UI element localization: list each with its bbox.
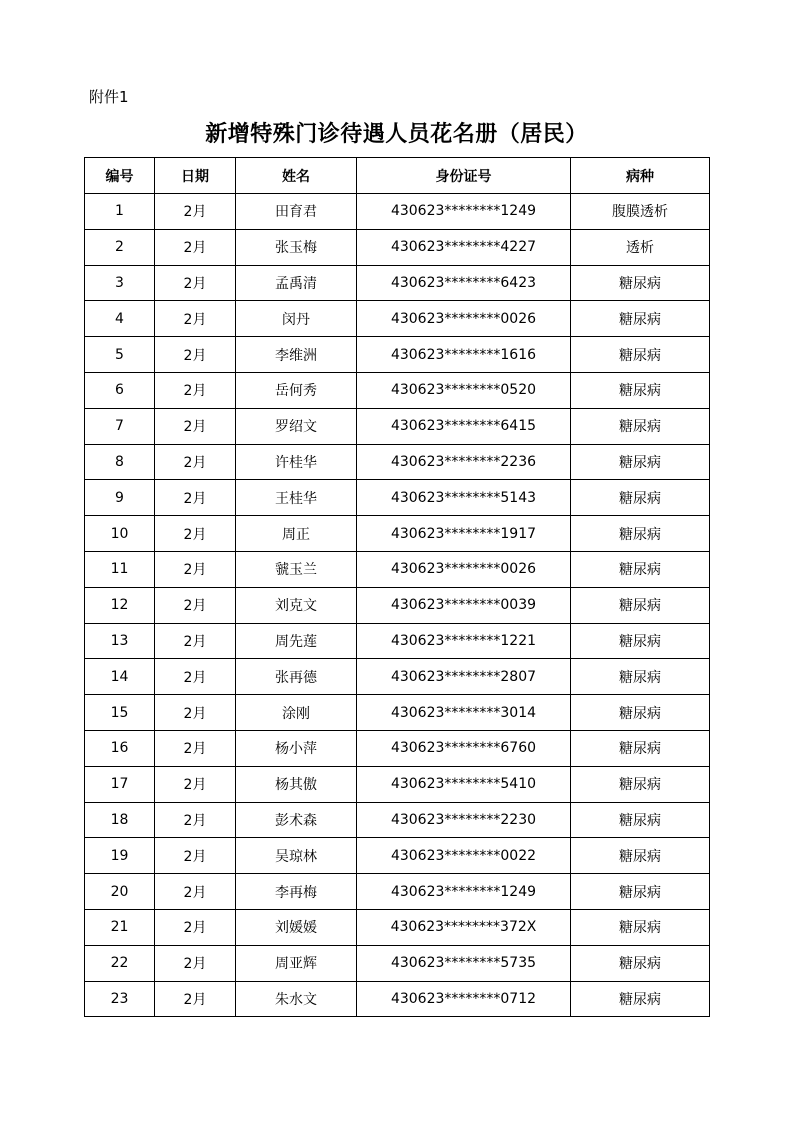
table-row bbox=[85, 695, 710, 731]
cell-disease: 糖尿病 bbox=[571, 444, 710, 480]
cell-disease: 糖尿病 bbox=[571, 838, 710, 874]
roster-table bbox=[84, 157, 710, 1017]
table-row bbox=[85, 874, 710, 910]
cell-number: 11 bbox=[85, 551, 155, 587]
table-row bbox=[85, 480, 710, 516]
cell-date: 2月 bbox=[155, 551, 236, 587]
cell-name: 刘克文 bbox=[236, 587, 357, 623]
table-row bbox=[85, 587, 710, 623]
cell-number: 19 bbox=[85, 838, 155, 874]
table-row bbox=[85, 730, 710, 766]
cell-disease: 糖尿病 bbox=[571, 587, 710, 623]
cell-date: 2月 bbox=[155, 802, 236, 838]
cell-name: 刘媛媛 bbox=[236, 909, 357, 945]
cell-id-number: 430623********0026 bbox=[357, 551, 571, 587]
cell-number: 10 bbox=[85, 516, 155, 552]
cell-id-number: 430623********0712 bbox=[357, 981, 571, 1017]
cell-id-number: 430623********1249 bbox=[357, 874, 571, 910]
roster-body bbox=[85, 194, 710, 1017]
cell-date: 2月 bbox=[155, 909, 236, 945]
cell-date: 2月 bbox=[155, 730, 236, 766]
cell-name: 周亚辉 bbox=[236, 945, 357, 981]
cell-name: 彭术森 bbox=[236, 802, 357, 838]
cell-disease: 糖尿病 bbox=[571, 623, 710, 659]
cell-number: 18 bbox=[85, 802, 155, 838]
cell-id-number: 430623********1221 bbox=[357, 623, 571, 659]
column-header-number: 编号 bbox=[85, 158, 155, 194]
attachment-label: 附件1 bbox=[89, 88, 129, 106]
cell-id-number: 430623********2230 bbox=[357, 802, 571, 838]
table-row bbox=[85, 909, 710, 945]
table-row bbox=[85, 337, 710, 373]
cell-number: 17 bbox=[85, 766, 155, 802]
cell-name: 周正 bbox=[236, 516, 357, 552]
cell-id-number: 430623********1616 bbox=[357, 337, 571, 373]
cell-id-number: 430623********6415 bbox=[357, 408, 571, 444]
cell-name: 虢玉兰 bbox=[236, 551, 357, 587]
cell-name: 闵丹 bbox=[236, 301, 357, 337]
cell-name: 周先莲 bbox=[236, 623, 357, 659]
cell-number: 12 bbox=[85, 587, 155, 623]
cell-disease: 糖尿病 bbox=[571, 945, 710, 981]
table-row bbox=[85, 194, 710, 230]
cell-number: 20 bbox=[85, 874, 155, 910]
table-row bbox=[85, 372, 710, 408]
cell-id-number: 430623********3014 bbox=[357, 695, 571, 731]
cell-number: 7 bbox=[85, 408, 155, 444]
cell-number: 15 bbox=[85, 695, 155, 731]
cell-number: 1 bbox=[85, 194, 155, 230]
cell-date: 2月 bbox=[155, 945, 236, 981]
cell-number: 8 bbox=[85, 444, 155, 480]
cell-disease: 糖尿病 bbox=[571, 301, 710, 337]
cell-date: 2月 bbox=[155, 194, 236, 230]
column-header-id-number: 身份证号 bbox=[357, 158, 571, 194]
cell-date: 2月 bbox=[155, 659, 236, 695]
cell-disease: 糖尿病 bbox=[571, 265, 710, 301]
cell-date: 2月 bbox=[155, 838, 236, 874]
cell-disease: 糖尿病 bbox=[571, 551, 710, 587]
table-row bbox=[85, 802, 710, 838]
cell-disease: 糖尿病 bbox=[571, 659, 710, 695]
cell-date: 2月 bbox=[155, 587, 236, 623]
cell-date: 2月 bbox=[155, 372, 236, 408]
cell-id-number: 430623********5143 bbox=[357, 480, 571, 516]
cell-date: 2月 bbox=[155, 408, 236, 444]
cell-id-number: 430623********5735 bbox=[357, 945, 571, 981]
cell-disease: 透析 bbox=[571, 229, 710, 265]
cell-date: 2月 bbox=[155, 480, 236, 516]
cell-name: 罗绍文 bbox=[236, 408, 357, 444]
cell-date: 2月 bbox=[155, 516, 236, 552]
cell-id-number: 430623********0039 bbox=[357, 587, 571, 623]
cell-number: 14 bbox=[85, 659, 155, 695]
cell-name: 杨其傲 bbox=[236, 766, 357, 802]
cell-date: 2月 bbox=[155, 229, 236, 265]
cell-number: 3 bbox=[85, 265, 155, 301]
table-row bbox=[85, 838, 710, 874]
cell-number: 13 bbox=[85, 623, 155, 659]
cell-number: 5 bbox=[85, 337, 155, 373]
cell-number: 22 bbox=[85, 945, 155, 981]
cell-name: 吴琼林 bbox=[236, 838, 357, 874]
cell-name: 许桂华 bbox=[236, 444, 357, 480]
cell-id-number: 430623********0026 bbox=[357, 301, 571, 337]
cell-id-number: 430623********1917 bbox=[357, 516, 571, 552]
table-row bbox=[85, 265, 710, 301]
cell-date: 2月 bbox=[155, 766, 236, 802]
cell-disease: 糖尿病 bbox=[571, 516, 710, 552]
cell-date: 2月 bbox=[155, 695, 236, 731]
column-header-name: 姓名 bbox=[236, 158, 357, 194]
cell-name: 王桂华 bbox=[236, 480, 357, 516]
cell-disease: 糖尿病 bbox=[571, 874, 710, 910]
cell-id-number: 430623********4227 bbox=[357, 229, 571, 265]
cell-date: 2月 bbox=[155, 444, 236, 480]
cell-disease: 糖尿病 bbox=[571, 730, 710, 766]
table-row bbox=[85, 551, 710, 587]
table-row bbox=[85, 659, 710, 695]
cell-id-number: 430623********2236 bbox=[357, 444, 571, 480]
table-row bbox=[85, 408, 710, 444]
table-header-row bbox=[85, 158, 710, 194]
cell-id-number: 430623********6760 bbox=[357, 730, 571, 766]
cell-name: 孟禹清 bbox=[236, 265, 357, 301]
cell-id-number: 430623********2807 bbox=[357, 659, 571, 695]
table-row bbox=[85, 301, 710, 337]
table-row bbox=[85, 945, 710, 981]
cell-date: 2月 bbox=[155, 265, 236, 301]
cell-disease: 糖尿病 bbox=[571, 372, 710, 408]
cell-date: 2月 bbox=[155, 981, 236, 1017]
cell-name: 田育君 bbox=[236, 194, 357, 230]
cell-disease: 糖尿病 bbox=[571, 408, 710, 444]
cell-name: 张再德 bbox=[236, 659, 357, 695]
cell-number: 21 bbox=[85, 909, 155, 945]
table-row bbox=[85, 981, 710, 1017]
table-row bbox=[85, 623, 710, 659]
cell-name: 杨小萍 bbox=[236, 730, 357, 766]
cell-disease: 糖尿病 bbox=[571, 480, 710, 516]
column-header-date: 日期 bbox=[155, 158, 236, 194]
cell-id-number: 430623********0520 bbox=[357, 372, 571, 408]
cell-date: 2月 bbox=[155, 874, 236, 910]
cell-date: 2月 bbox=[155, 337, 236, 373]
table-row bbox=[85, 229, 710, 265]
cell-disease: 糖尿病 bbox=[571, 909, 710, 945]
cell-id-number: 430623********0022 bbox=[357, 838, 571, 874]
cell-disease: 糖尿病 bbox=[571, 766, 710, 802]
cell-disease: 腹膜透析 bbox=[571, 194, 710, 230]
cell-date: 2月 bbox=[155, 301, 236, 337]
table-row bbox=[85, 766, 710, 802]
column-header-disease: 病种 bbox=[571, 158, 710, 194]
cell-name: 李再梅 bbox=[236, 874, 357, 910]
cell-name: 朱水文 bbox=[236, 981, 357, 1017]
cell-number: 16 bbox=[85, 730, 155, 766]
cell-id-number: 430623********1249 bbox=[357, 194, 571, 230]
cell-disease: 糖尿病 bbox=[571, 695, 710, 731]
cell-disease: 糖尿病 bbox=[571, 981, 710, 1017]
cell-number: 23 bbox=[85, 981, 155, 1017]
cell-disease: 糖尿病 bbox=[571, 802, 710, 838]
cell-name: 岳何秀 bbox=[236, 372, 357, 408]
cell-id-number: 430623********5410 bbox=[357, 766, 571, 802]
table-row bbox=[85, 444, 710, 480]
cell-name: 张玉梅 bbox=[236, 229, 357, 265]
cell-id-number: 430623********372X bbox=[357, 909, 571, 945]
cell-disease: 糖尿病 bbox=[571, 337, 710, 373]
cell-number: 4 bbox=[85, 301, 155, 337]
cell-number: 6 bbox=[85, 372, 155, 408]
cell-name: 李维洲 bbox=[236, 337, 357, 373]
document-title: 新增特殊门诊待遇人员花名册（居民） bbox=[205, 121, 588, 147]
cell-date: 2月 bbox=[155, 623, 236, 659]
cell-number: 9 bbox=[85, 480, 155, 516]
cell-id-number: 430623********6423 bbox=[357, 265, 571, 301]
cell-name: 涂刚 bbox=[236, 695, 357, 731]
table-row bbox=[85, 516, 710, 552]
cell-number: 2 bbox=[85, 229, 155, 265]
